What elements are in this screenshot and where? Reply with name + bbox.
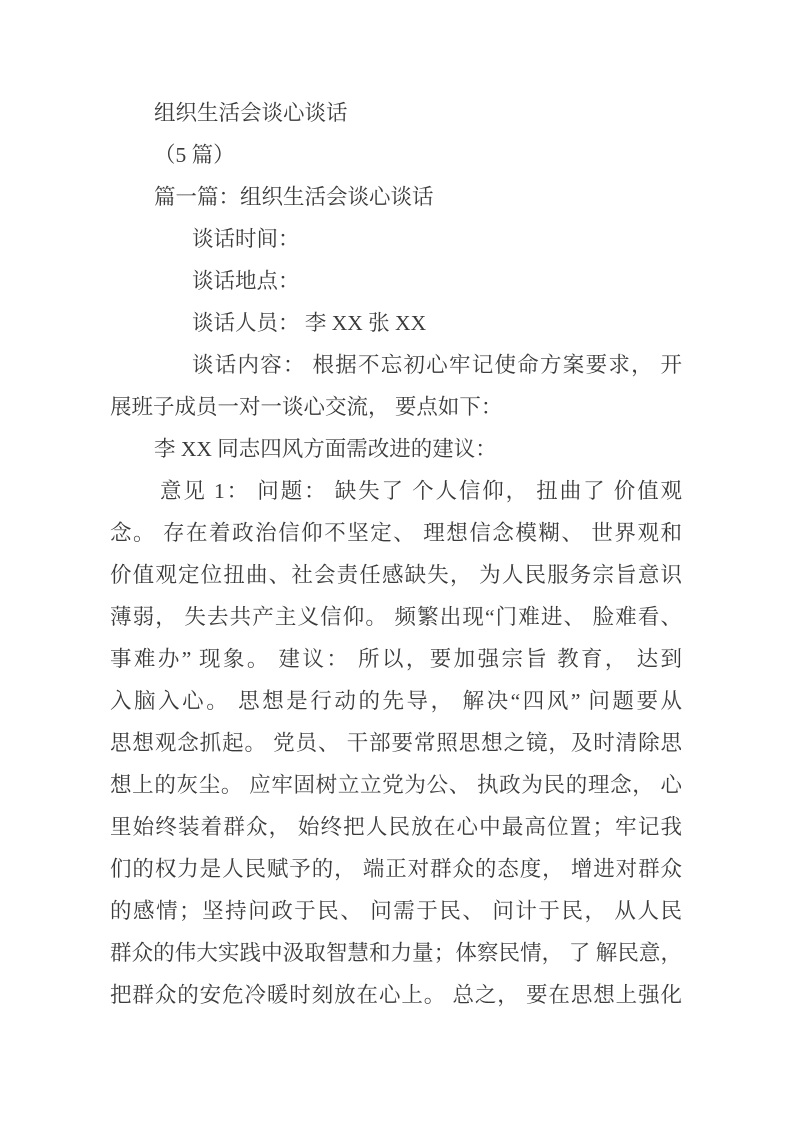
text-line: 李 XX 同志四风方面需改进的建议：	[154, 437, 497, 461]
text-line: 事难办” 现象。 建议： 所以，要加强宗旨 教育， 达到	[110, 647, 682, 671]
text-line: 谈话内容： 根据不忘初心牢记使命方案要求， 开	[192, 353, 682, 377]
text-line: （5 篇）	[154, 143, 235, 167]
text-line: 们的权力是人民赋予的， 端正对群众的态度， 增进对群众	[110, 857, 682, 881]
text-line: 篇一篇：组织生活会谈心谈话	[154, 185, 434, 209]
text-line: 薄弱， 失去共产主义信仰。 频繁出现“门难进、 脸难看、	[110, 605, 682, 629]
text-line: 念。 存在着政治信仰不坚定、 理想信念模糊、 世界观和	[110, 521, 682, 545]
text-line: 把群众的安危冷暖时刻放在心上。 总之， 要在思想上强化	[110, 983, 682, 1007]
text-line: 群众的伟大实践中汲取智慧和力量；体察民情， 了 解民意，	[110, 941, 682, 965]
text-line: 价值观定位扭曲、社会责任感缺失， 为人民服务宗旨意识	[110, 563, 682, 587]
text-line: 入脑入心。 思想是行动的先导， 解决“四风” 问题要从	[110, 689, 682, 713]
text-line: 组织生活会谈心谈话	[154, 101, 348, 125]
text-line: 想上的灰尘。 应牢固树立立党为公、 执政为民的理念， 心	[110, 773, 682, 797]
text-line: 谈话人员： 李 XX 张 XX	[192, 311, 427, 335]
text-line: 谈话地点：	[192, 269, 300, 293]
text-line: 思想观念抓起。 党员、 干部要常照思想之镜，及时清除思	[110, 731, 682, 755]
text-line: 里始终装着群众， 始终把人民放在心中最高位置；牢记我	[110, 815, 682, 839]
document-body	[110, 92, 682, 1016]
text-line: 意见 1： 问题： 缺失了 个人信仰， 扭曲了 价值观	[160, 479, 682, 503]
text-line: 谈话时间：	[192, 227, 300, 251]
text-line: 的感情；坚持问政于民、 问需于民、 问计于民， 从人民	[110, 899, 682, 923]
text-line: 展班子成员一对一谈心交流， 要点如下：	[110, 395, 503, 419]
